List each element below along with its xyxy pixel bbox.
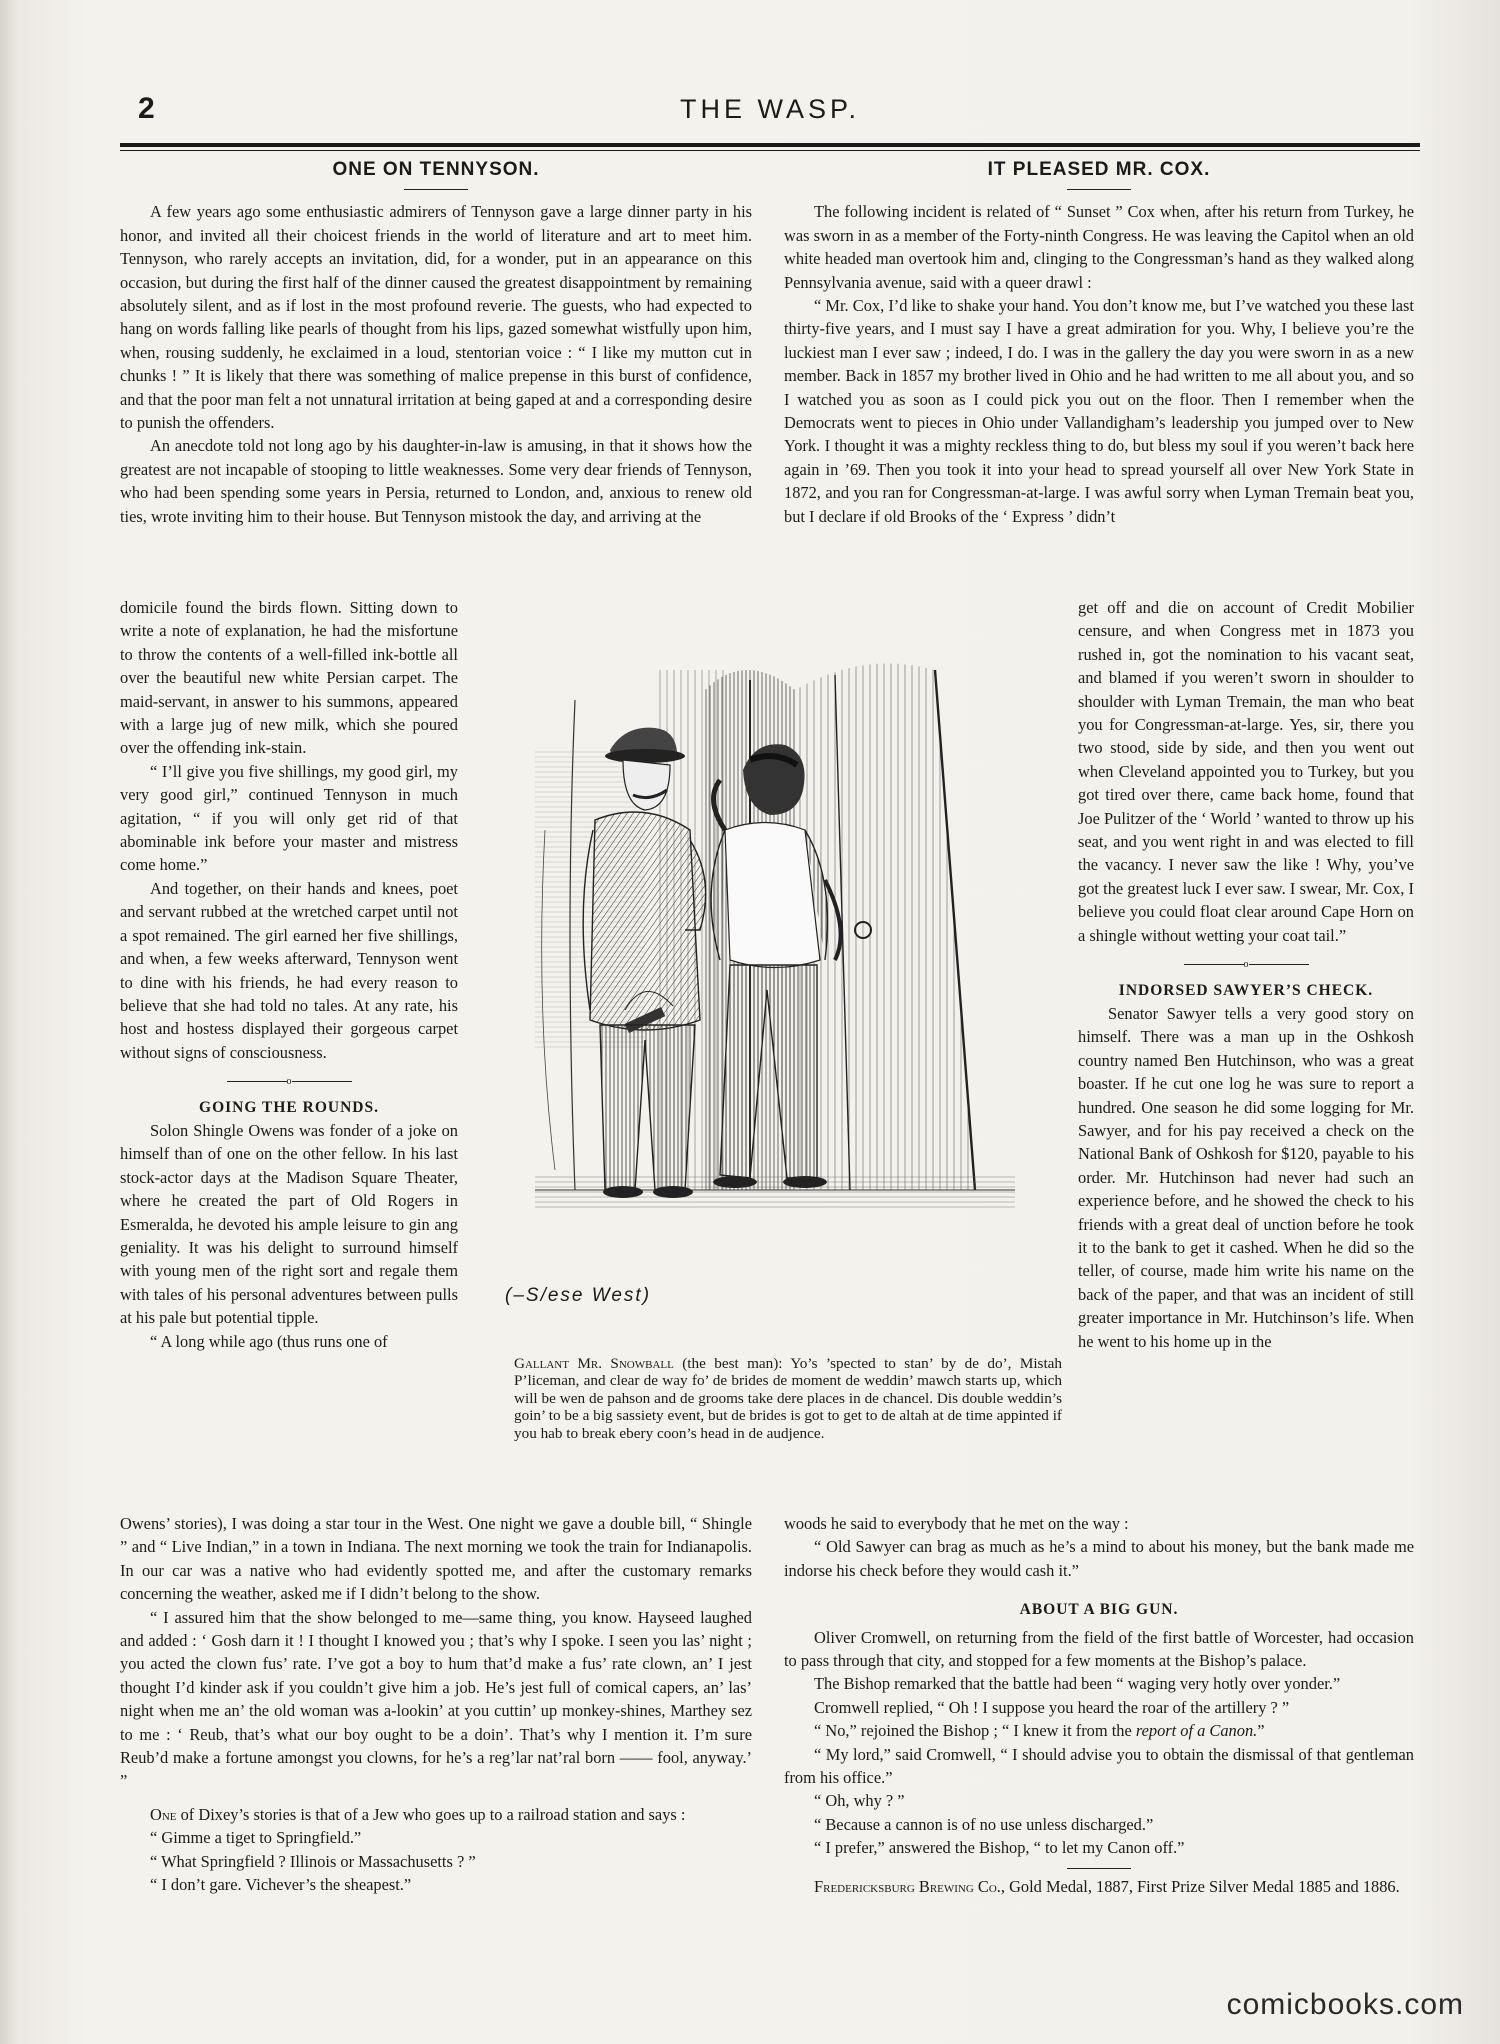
paragraph: The following incident is related of “ Sunset ” Cox when, after his return from Turkey, he was sworn in as a member of the Forty-ninth Congress. He was leaving the Capitol when an old white headed man overtook him and, clinging to the Congressman’s hand as they walked along Pennsylvania avenue, said with a queer drawl : (784, 202, 1414, 292)
paragraph: “ Mr. Cox, I’d like to shake your hand. You don’t know me, but I’ve watched you these last thirty-five years, and I must say I have a great admiration for you. Why, I believe you’re the luckiest man I ever saw ; indeed, I do. I was in the gallery the day you were sworn in as a new member. Back in 1857 my brother lived in Ohio and he had written to me all about you, and so I watched you as soon as I could pick you out on the floor. Then I remember when the Democrats went to pieces in Ohio under Vallandigham’s leadership you jumped over to New York. I thought it was a mighty reckless thing to do, but bless my soul if you weren’t back here again in ’69. Then you took it into your head to spread yourself all over New York State in 1872, and you ran for Congressman-at-large. I was awful sorry when Lyman Tremain beat you, but I declare if old Brooks of the ‘ Express ’ didn’t (784, 296, 1414, 526)
right-column-narrow (1078, 596, 1414, 1353)
left-column-top (120, 158, 752, 528)
right-column-bottom (784, 1512, 1414, 1898)
paragraph: Senator Sawyer tells a very good story on himself. There was a man up in the Oshkosh country named Ben Hutchinson, who was a great boaster. If he cut one log he was sure to report a hundred. One season he did some logging for Mr. Sawyer, and for his pay received a check on the National Bank of Oshkosh for $120, payable to his order. Mr. Hutchinson had never had such an experience before, and he showed the check to his friends with a great deal of unction before he took it to the bank to get it cashed. When he did so the teller, of course, made him write his name on the back of the paper, and that was an incident of still greater importance in Mr. Hutchinson’s life. When he went to his home up in the (1078, 1003, 1414, 1351)
paragraph: get off and die on account of Credit Mobilier censure, and when Congress met in 1873 you rushed in, got the nomination to his vacant seat, and blamed if you weren’t sworn in shoulder to shoulder with Lyman Tremain, the man who beat you for Congressman-at-large. Yes, sir, there you two stood, side by side, and then you went out when Cleveland appointed you to Turkey, but you got tired over there, came back home, found that Joe Pulitzer of the ‘ World ’ wanted to throw up his seat, and you went right in and was elected to fill the vacancy. I never saw the like ! Why, you’ve got the greatest luck I ever saw. I swear, Mr. Cox, I believe you could float clear around Cape Horn on a shingle without wetting your coat tail.” (1078, 598, 1414, 945)
caption-text: (the best man): Yo’s ’spected to stan’ by de do’, Mistah P’liceman, and clear de way fo’ de brides de moment de weddin’ mawch starts up, which will be wen de pahson and de grooms take dere places in de chancel. Dis double weddin’s goin’ to be a big sassiety event, but de brides is got to get to de altah at de time appinted if you hab to break ebery coon’s head in de audjence. (514, 1355, 1063, 1442)
paragraph-text: “ No,” rejoined the Bishop ; “ I knew it from the (814, 1721, 1132, 1741)
paragraph: “ A long while ago (thus runs one of (150, 1331, 388, 1351)
paragraph: “ Old Sawyer can brag as much as he’s a mind to about his money, but the bank made me indorse his check before they would cash it.” (784, 1537, 1414, 1580)
paragraph: “ Oh, why ? ” (814, 1791, 905, 1811)
masthead-rule (120, 143, 1420, 147)
paragraph: An anecdote told not long ago by his daughter-in-law is amusing, in that it shows how the greatest are not incapable of stooping to little weaknesses. Some very dear friends of Tennyson, who had been spending some years in Persia, returned to London, and, anxious to renew old ties, wrote inviting him to their house. But Tennyson mistook the day, and arriving at the (120, 436, 752, 526)
section-divider: o (120, 1070, 458, 1093)
paragraph: Cromwell replied, “ Oh ! I suppose you heard the roar of the artillery ? ” (814, 1697, 1290, 1717)
article-heading-rounds: GOING THE ROUNDS. (199, 1098, 379, 1116)
ad-company: Fredericksburg Brewing Co., (814, 1876, 1005, 1896)
paragraph: “ I don’t gare. Vichever’s the sheapest.” (150, 1875, 412, 1895)
paragraph: “ I’ll give you five shillings, my good girl, my very good girl,” continued Tennyson in much agitation, “ if you will only get rid of that abominable ink before your master and mistress come home.” (120, 761, 458, 875)
italic-phrase: report of a Canon. (1135, 1721, 1258, 1741)
paragraph-text: of Dixey’s stories is that of a Jew who goes up to a railroad station and says : (180, 1804, 686, 1824)
paragraph (120, 1803, 752, 1826)
paragraph: And together, on their hands and knees, poet and servant rubbed at the wretched carpet until not a spot remained. The girl earned her five shillings, and when, a few weeks afterward, Tennyson went to dine with his friends, he had every reason to believe that she had told no tales. At any rate, his host and hostess displayed their gorgeous carpet without signs of consciousness. (120, 878, 458, 1062)
article-heading-cox: IT PLEASED MR. COX. (987, 159, 1211, 180)
paper-title: THE WASP. (679, 94, 861, 124)
masthead (120, 92, 1420, 132)
left-column-narrow (120, 596, 458, 1353)
paragraph: “ My lord,” said Cromwell, “ I should advise you to obtain the dismissal of that gentleman from his office.” (784, 1744, 1414, 1788)
paragraph: “ Gimme a tiget to Springfield.” (150, 1828, 362, 1848)
paragraph: Solon Shingle Owens was fonder of a joke on himself than of one on the other fellow. In his last stock-actor days at the Madison Square Theater, where he created the part of Old Rogers in Esmeralda, he devoted his ample leisure to gin ang geniality. It was his delight to surround himself with young men of the right sort and regale them with tales of his personal adventures between pulls at his pale but potential tipple. (120, 1120, 458, 1328)
paragraph: A few years ago some enthusiastic admirers of Tennyson gave a large dinner party in his honor, and invited all their choicest friends in the world of literature and art to meet him. Tennyson, who rarely accepts an invitation, did, for a wonder, put in an appearance on this occasion, but during the first half of the dinner caused the greatest disappointment by remaining absolutely silent, and as if lost in the most profound reverie. The guests, who had expected to hang on words falling like pearls of thought from his lips, gazed somewhat wistfully upon him, when, rousing suddenly, he exclaimed in a loud, stentorian voice : “ I like my mutton cut in chunks ! ” It is likely that there was something of malice prepense in this burst of confidence, and that the poor man felt a not unnatural irritation at being gaped at and a corresponding desire to punish the offenders. (120, 202, 752, 433)
policeman-and-snowball-engraving (505, 630, 1073, 1350)
paragraph: woods he said to everybody that he met on the way : (784, 1514, 1129, 1533)
paragraph: “ I assured him that the show belonged to me—same thing, you know. Hayseed laughed and added : ‘ Gosh darn it ! I thought I knowed you ; that’s why I spoke. I seen you las’ night ; you acted the clown fus’ rate. I’ve got a boy to hum that’d make a fus’ rate clown, an’ I jest thought I’d kinder ask if you couldn’t give him a job. He’s jest full of comical capers, an’ las’ night when me an’ the old woman was a-lookin’ at you cuttin’ up monkey-shines, Marthey sez to me : ‘ Reub, that’s what our boy ought to be a doin’. That’s why I mention it. I’m sure Reub’d make a fortune amongst you clowns, for he’s a reg’lar nat’ral born —— fool, anyway.’ ” (120, 1607, 752, 1791)
paragraph: Owens’ stories), I was doing a star tour in the West. One night we gave a double bill, “ Shingle ” and “ Live Indian,” in a town in Indiana. The next morning we took the train for Indianapolis. In our car was a native who had evidently spotted me, and after the customary remarks concerning the weather, asked me if I didn’t belong to the show. (120, 1514, 752, 1604)
section-divider: o (1078, 953, 1414, 976)
ad-text: Gold Medal, 1887, First Prize Silver Medal 1885 and 1886. (1009, 1876, 1400, 1896)
right-column-top (784, 158, 1414, 528)
paragraph: “ What Springfield ? Illinois or Massachusetts ? ” (150, 1851, 476, 1871)
artist-signature: (–S/ese West) (505, 1285, 652, 1306)
article-heading-gun: ABOUT A BIG GUN. (1019, 1601, 1179, 1619)
heading-rule (1067, 189, 1131, 190)
ad-rule (1067, 1868, 1131, 1869)
heading-rule (404, 189, 468, 190)
paragraph (784, 1719, 1414, 1742)
paragraph: Oliver Cromwell, on returning from the field of the first battle of Worcester, had occasion to pass through that city, and stopped for a few moments at the Bishop’s palace. (784, 1627, 1414, 1671)
paragraph-text: ” (1257, 1721, 1265, 1741)
paragraph: “ I prefer,” answered the Bishop, “ to let my Canon off.” (814, 1838, 1185, 1858)
left-column-bottom (120, 1512, 752, 1897)
article-heading-tennyson: ONE ON TENNYSON. (332, 159, 540, 180)
watermark: comicbooks.com (1226, 1988, 1464, 2021)
paragraph: “ Because a cannon is of no use unless discharged.” (814, 1814, 1154, 1834)
advertisement (784, 1875, 1414, 1898)
caption-lead: Gallant Mr. Snowball (514, 1355, 674, 1372)
paragraph: The Bishop remarked that the battle had been “ waging very hotly over yonder.” (814, 1674, 1341, 1694)
page-edge-shadow (0, 0, 18, 2044)
lead-word: One (150, 1804, 177, 1824)
masthead-rule-thin (120, 150, 1420, 151)
paragraph: domicile found the birds flown. Sitting down to write a note of explanation, he had the misfortune to throw the contents of a well-filled ink-bottle all over the beautiful new white Persian carpet. The maid-servant, in answer to his summons, appeared with a large jug of new milk, which she poured over the offending ink-stain. (120, 598, 458, 758)
page-number: 2 (138, 92, 155, 125)
illustration-caption (514, 1355, 1062, 1442)
article-heading-sawyer: INDORSED SAWYER’S CHECK. (1118, 981, 1374, 999)
illustration (505, 630, 1073, 1350)
